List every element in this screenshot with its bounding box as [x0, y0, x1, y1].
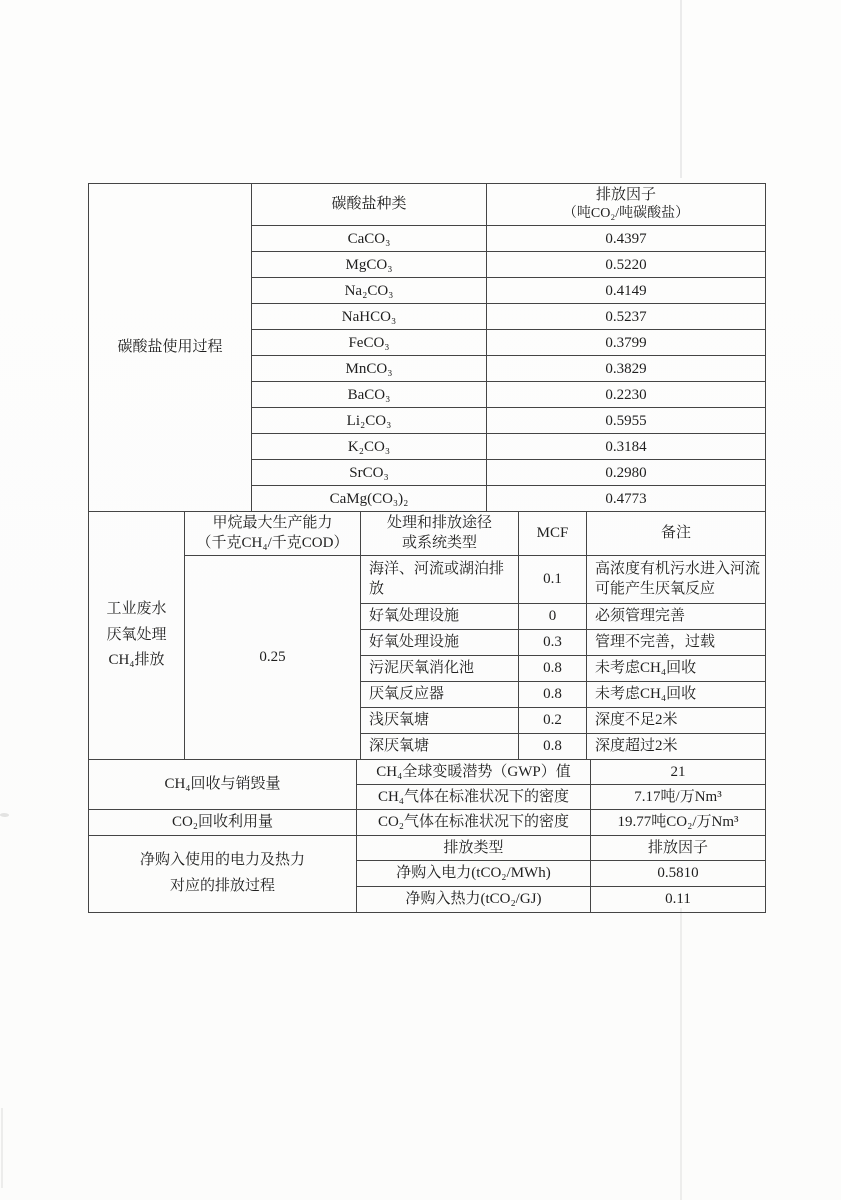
purchased-energy-item: 净购入电力(tCO₂/MWh) — [357, 860, 591, 886]
carbonate-formula: SrCO₃ — [252, 460, 487, 486]
carbonate-factor: 0.5955 — [487, 408, 766, 434]
carbonate-factor: 0.3184 — [487, 434, 766, 460]
emission-factor-tables — [88, 183, 765, 913]
carbonate-factor: 0.5220 — [487, 252, 766, 278]
remark-cell: 未考虑CH₄回收 — [587, 655, 766, 681]
carbonate-factor: 0.4149 — [487, 278, 766, 304]
mcf-cell: 0.8 — [519, 733, 587, 759]
co2-recovery-label: CO₂回收利用量 — [89, 809, 357, 835]
remark-cell: 深度不足2米 — [587, 707, 766, 733]
pathway-cell: 污泥厌氧消化池 — [361, 655, 519, 681]
pathway-cell: 浅厌氧塘 — [361, 707, 519, 733]
carbonate-type-header: 碳酸盐种类 — [252, 184, 487, 226]
co2-recovery-item: CO₂气体在标准状况下的密度 — [357, 809, 591, 835]
mcf-cell: 0.8 — [519, 681, 587, 707]
wastewater-table — [88, 511, 766, 760]
purchased-energy-item: 净购入热力(tCO₂/GJ) — [357, 886, 591, 912]
carbonate-factor: 0.4397 — [487, 226, 766, 252]
pathway-header-line1: 处理和排放途径 — [386, 515, 492, 532]
mcf-cell: 0.1 — [519, 555, 587, 603]
pathway-cell: 好氧处理设施 — [361, 629, 519, 655]
carbonate-factor: 0.3799 — [487, 330, 766, 356]
capacity-header-line2: （千克CH₄/千克COD） — [196, 535, 349, 552]
carbonate-formula: Na₂CO₃ — [252, 278, 487, 304]
purchased-energy-table — [88, 835, 766, 913]
ch4-recovery-value: 7.17吨/万Nm³ — [591, 784, 766, 809]
carbonate-formula: MnCO₃ — [252, 356, 487, 382]
ch4-recovery-value: 21 — [591, 759, 766, 784]
wastewater-section-label-line2: 厌氧处理 — [106, 626, 167, 643]
mcf-cell: 0.2 — [519, 707, 587, 733]
mcf-cell: 0.3 — [519, 629, 587, 655]
emission-factor-header: 排放因子 — [591, 835, 766, 860]
table-row — [89, 555, 766, 603]
carbonate-formula: CaCO₃ — [252, 226, 487, 252]
table-row — [89, 809, 766, 835]
wastewater-section-label-line1: 工业废水 — [106, 601, 167, 618]
carbonate-section-label: 碳酸盐使用过程 — [89, 184, 252, 512]
carbonate-formula: FeCO₃ — [252, 330, 487, 356]
carbonate-factor: 0.4773 — [487, 486, 766, 512]
scan-edge-line — [1, 1108, 3, 1188]
remark-cell: 未考虑CH₄回收 — [587, 681, 766, 707]
carbonate-formula: CaMg(CO₃)₂ — [252, 486, 487, 512]
pathway-cell: 好氧处理设施 — [361, 603, 519, 629]
wastewater-section-label-line3: CH₄排放 — [108, 652, 165, 669]
mcf-cell: 0 — [519, 603, 587, 629]
mcf-cell: 0.8 — [519, 655, 587, 681]
pathway-cell: 海洋、河流或湖泊排放 — [361, 555, 519, 603]
carbonate-factor: 0.2980 — [487, 460, 766, 486]
capacity-header — [185, 512, 361, 556]
ch4-recovery-table — [88, 759, 766, 810]
carbonate-factor-header-line1: 排放因子 — [595, 187, 656, 203]
wastewater-section-label — [89, 512, 185, 760]
mcf-header: MCF — [519, 512, 587, 556]
purchased-energy-value: 0.11 — [591, 886, 766, 912]
carbonate-factor: 0.5237 — [487, 304, 766, 330]
pathway-cell: 厌氧反应器 — [361, 681, 519, 707]
carbonate-formula: Li₂CO₃ — [252, 408, 487, 434]
scan-scratch-mark — [0, 813, 10, 818]
carbonate-formula: BaCO₃ — [252, 382, 487, 408]
co2-recovery-table — [88, 809, 766, 836]
carbonate-formula: NaHCO₃ — [252, 304, 487, 330]
scan-fold-line-bottom — [680, 908, 682, 1200]
carbonate-factor-header — [487, 184, 766, 226]
purchased-energy-value: 0.5810 — [591, 860, 766, 886]
purchased-energy-label — [89, 835, 357, 912]
pathway-header — [361, 512, 519, 556]
remark-cell: 深度超过2米 — [587, 733, 766, 759]
carbonate-formula: MgCO₃ — [252, 252, 487, 278]
emission-type-header: 排放类型 — [357, 835, 591, 860]
purchased-energy-label-line2: 对应的排放过程 — [169, 877, 275, 894]
carbonate-factor: 0.2230 — [487, 382, 766, 408]
remark-cell: 高浓度有机污水进入河流可能产生厌氧反应 — [587, 555, 766, 603]
ch4-recovery-item: CH₄全球变暖潜势（GWP）值 — [357, 759, 591, 784]
pathway-cell: 深厌氧塘 — [361, 733, 519, 759]
ch4-recovery-item: CH₄气体在标准状况下的密度 — [357, 784, 591, 809]
carbonate-formula: K₂CO₃ — [252, 434, 487, 460]
capacity-value: 0.25 — [185, 555, 361, 759]
carbonate-factor-header-line2: （吨CO₂/吨碳酸盐） — [562, 206, 690, 222]
pathway-header-line2: 或系统类型 — [401, 535, 477, 552]
carbonate-table — [88, 183, 766, 512]
remark-cell: 管理不完善，过载 — [587, 629, 766, 655]
scan-fold-line-top — [680, 0, 682, 178]
remark-cell: 必须管理完善 — [587, 603, 766, 629]
co2-recovery-value: 19.77吨CO₂/万Nm³ — [591, 809, 766, 835]
table-row — [89, 759, 766, 784]
purchased-energy-label-line1: 净购入使用的电力及热力 — [139, 852, 305, 869]
ch4-recovery-label: CH₄回收与销毁量 — [89, 759, 357, 809]
capacity-header-line1: 甲烷最大生产能力 — [212, 515, 333, 532]
remark-header: 备注 — [587, 512, 766, 556]
carbonate-factor: 0.3829 — [487, 356, 766, 382]
